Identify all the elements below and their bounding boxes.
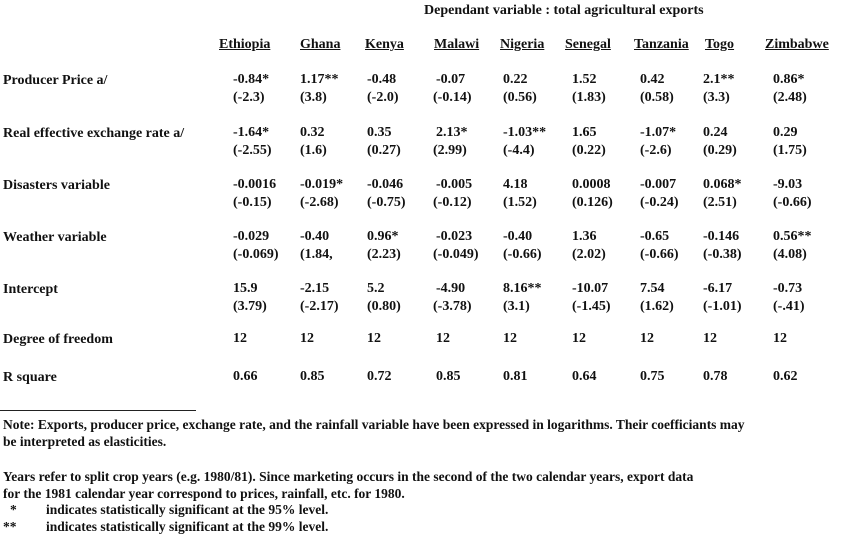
note-line-2: be interpreted as elasticities. xyxy=(3,434,167,449)
coefficient-cell: -0.73 xyxy=(773,281,803,296)
significance-95-text: indicates statistically significant at the 95% level. xyxy=(46,502,329,517)
coefficient-cell: 4.18 xyxy=(503,177,528,192)
coefficient-cell: -0.046 xyxy=(367,177,404,192)
t-statistic-cell: (-2.68) xyxy=(300,195,339,210)
coefficient-cell: 0.85 xyxy=(436,369,461,384)
t-statistic-cell: (0.126) xyxy=(572,195,613,210)
coefficient-cell: -0.0016 xyxy=(233,177,277,192)
t-statistic-cell: (-0.069) xyxy=(233,247,279,262)
column-header-togo: Togo xyxy=(705,37,735,52)
column-header-senegal: Senegal xyxy=(565,37,611,52)
t-statistic-cell: (-0.66) xyxy=(640,247,679,262)
coefficient-cell: 8.16** xyxy=(503,281,542,296)
coefficient-cell: 5.2 xyxy=(367,281,385,296)
t-statistic-cell: (-2.6) xyxy=(640,143,672,158)
coefficient-cell: 12 xyxy=(572,331,586,346)
coefficient-cell: 12 xyxy=(436,331,450,346)
t-statistic-cell: (3.3) xyxy=(703,90,730,105)
coefficient-cell: -0.005 xyxy=(436,177,473,192)
coefficient-cell: -0.84* xyxy=(233,72,270,87)
coefficient-cell: -0.48 xyxy=(367,72,397,87)
coefficient-cell: 12 xyxy=(640,331,654,346)
column-header-nigeria: Nigeria xyxy=(500,37,545,52)
note-line-1: Note: Exports, producer price, exchange rate, and the rainfall variable have been expressed in logarithms. Their coefficiants may xyxy=(3,417,745,432)
t-statistic-cell: (2.48) xyxy=(773,90,807,105)
coefficient-cell: 0.32 xyxy=(300,125,325,140)
coefficient-cell: 1.17** xyxy=(300,72,339,87)
coefficient-cell: -0.023 xyxy=(436,229,473,244)
coefficient-cell: 0.29 xyxy=(773,125,798,140)
coefficient-cell: 0.86* xyxy=(773,72,805,87)
coefficient-cell: 12 xyxy=(300,331,314,346)
coefficient-cell: -0.019* xyxy=(300,177,344,192)
coefficient-cell: 0.78 xyxy=(703,369,728,384)
coefficient-cell: 0.24 xyxy=(703,125,728,140)
t-statistic-cell: (0.80) xyxy=(367,299,401,314)
coefficient-cell: 0.56** xyxy=(773,229,812,244)
single-star-symbol: * xyxy=(10,502,17,517)
coefficient-cell: 1.36 xyxy=(572,229,597,244)
coefficient-cell: -2.15 xyxy=(300,281,330,296)
footnote-rule xyxy=(0,410,196,411)
coefficient-cell: -0.07 xyxy=(436,72,466,87)
coefficient-cell: 15.9 xyxy=(233,281,258,296)
t-statistic-cell: (0.27) xyxy=(367,143,401,158)
t-statistic-cell: (2.99) xyxy=(433,143,467,158)
t-statistic-cell: (4.08) xyxy=(773,247,807,262)
t-statistic-cell: (1.75) xyxy=(773,143,807,158)
coefficient-cell: 0.81 xyxy=(503,369,528,384)
t-statistic-cell: (3.8) xyxy=(300,90,327,105)
coefficient-cell: -6.17 xyxy=(703,281,733,296)
row-label: Producer Price a/ xyxy=(3,73,108,88)
t-statistic-cell: (-0.66) xyxy=(503,247,542,262)
coefficient-cell: 12 xyxy=(773,331,787,346)
t-statistic-cell: (2.51) xyxy=(703,195,737,210)
significance-99-text: indicates statistically significant at the 99% level. xyxy=(46,519,329,534)
coefficient-cell: 0.62 xyxy=(773,369,798,384)
significance-99-note xyxy=(3,519,328,535)
coefficient-cell: -9.03 xyxy=(773,177,803,192)
coefficient-cell: 12 xyxy=(703,331,717,346)
coefficient-cell: 0.85 xyxy=(300,369,325,384)
t-statistic-cell: (-0.14) xyxy=(433,90,472,105)
coefficient-cell: 0.22 xyxy=(503,72,528,87)
t-statistic-cell: (-.41) xyxy=(773,299,805,314)
row-label: Degree of freedom xyxy=(3,332,113,347)
t-statistic-cell: (-1.01) xyxy=(703,299,742,314)
coefficient-cell: -4.90 xyxy=(436,281,466,296)
t-statistic-cell: (1.6) xyxy=(300,143,327,158)
t-statistic-cell: (-2.55) xyxy=(233,143,272,158)
row-label: Weather variable xyxy=(3,230,107,245)
coefficient-cell: 0.35 xyxy=(367,125,392,140)
coefficient-cell: 12 xyxy=(503,331,517,346)
t-statistic-cell: (1.84, xyxy=(300,247,333,262)
coefficient-cell: 7.54 xyxy=(640,281,665,296)
coefficient-cell: -1.64* xyxy=(233,125,270,140)
t-statistic-cell: (1.52) xyxy=(503,195,537,210)
coefficient-cell: -0.40 xyxy=(503,229,533,244)
t-statistic-cell: (-2.0) xyxy=(367,90,399,105)
t-statistic-cell: (0.56) xyxy=(503,90,537,105)
coefficient-cell: 0.66 xyxy=(233,369,258,384)
column-header-kenya: Kenya xyxy=(365,37,404,52)
years-line-2: for the 1981 calendar year correspond to prices, rainfall, etc. for 1980. xyxy=(3,486,405,501)
t-statistic-cell: (2.23) xyxy=(367,247,401,262)
t-statistic-cell: (-2.17) xyxy=(300,299,339,314)
row-label: Real effective exchange rate a/ xyxy=(3,126,185,141)
column-header-ethiopia: Ethiopia xyxy=(219,37,271,52)
t-statistic-cell: (1.83) xyxy=(572,90,606,105)
column-header-ghana: Ghana xyxy=(300,37,341,52)
coefficient-cell: 0.068* xyxy=(703,177,742,192)
column-header-zimbabwe: Zimbabwe xyxy=(765,37,829,52)
coefficient-cell: -0.146 xyxy=(703,229,740,244)
column-header-malawi: Malawi xyxy=(434,37,480,52)
row-label: R square xyxy=(3,370,57,385)
table-header: Dependant variable : total agricultural exports xyxy=(424,3,704,18)
t-statistic-cell: (-0.15) xyxy=(233,195,272,210)
t-statistic-cell: (1.62) xyxy=(640,299,674,314)
t-statistic-cell: (2.02) xyxy=(572,247,606,262)
row-label: Intercept xyxy=(3,282,58,297)
coefficient-cell: -10.07 xyxy=(572,281,609,296)
t-statistic-cell: (-0.38) xyxy=(703,247,742,262)
row-label: Disasters variable xyxy=(3,178,110,193)
coefficient-cell: -0.40 xyxy=(300,229,330,244)
t-statistic-cell: (-0.12) xyxy=(433,195,472,210)
t-statistic-cell: (-0.049) xyxy=(433,247,479,262)
coefficient-cell: 0.96* xyxy=(367,229,399,244)
double-star-symbol: ** xyxy=(3,519,17,534)
t-statistic-cell: (0.22) xyxy=(572,143,606,158)
years-line-1: Years refer to split crop years (e.g. 1980/81). Since marketing occurs in the second of the two calendar years, export data xyxy=(3,469,694,484)
coefficient-cell: -0.007 xyxy=(640,177,677,192)
t-statistic-cell: (-3.78) xyxy=(433,299,472,314)
coefficient-cell: 0.75 xyxy=(640,369,665,384)
column-header-tanzania: Tanzania xyxy=(634,37,689,52)
coefficient-cell: -1.03** xyxy=(503,125,547,140)
t-statistic-cell: (-0.75) xyxy=(367,195,406,210)
t-statistic-cell: (-0.66) xyxy=(773,195,812,210)
coefficient-cell: 2.1** xyxy=(703,72,735,87)
t-statistic-cell: (0.58) xyxy=(640,90,674,105)
coefficient-cell: -1.07* xyxy=(640,125,677,140)
coefficient-cell: 1.65 xyxy=(572,125,597,140)
t-statistic-cell: (3.1) xyxy=(503,299,530,314)
coefficient-cell: 0.0008 xyxy=(572,177,611,192)
coefficient-cell: 0.64 xyxy=(572,369,597,384)
coefficient-cell: 2.13* xyxy=(436,125,468,140)
t-statistic-cell: (-2.3) xyxy=(233,90,265,105)
coefficient-cell: -0.65 xyxy=(640,229,670,244)
coefficient-cell: 1.52 xyxy=(572,72,597,87)
t-statistic-cell: (-4.4) xyxy=(503,143,535,158)
coefficient-cell: 12 xyxy=(233,331,247,346)
t-statistic-cell: (3.79) xyxy=(233,299,267,314)
coefficient-cell: 0.42 xyxy=(640,72,665,87)
coefficient-cell: 12 xyxy=(367,331,381,346)
coefficient-cell: -0.029 xyxy=(233,229,270,244)
significance-95-note xyxy=(10,502,328,518)
t-statistic-cell: (0.29) xyxy=(703,143,737,158)
coefficient-cell: 0.72 xyxy=(367,369,392,384)
t-statistic-cell: (-0.24) xyxy=(640,195,679,210)
t-statistic-cell: (-1.45) xyxy=(572,299,611,314)
